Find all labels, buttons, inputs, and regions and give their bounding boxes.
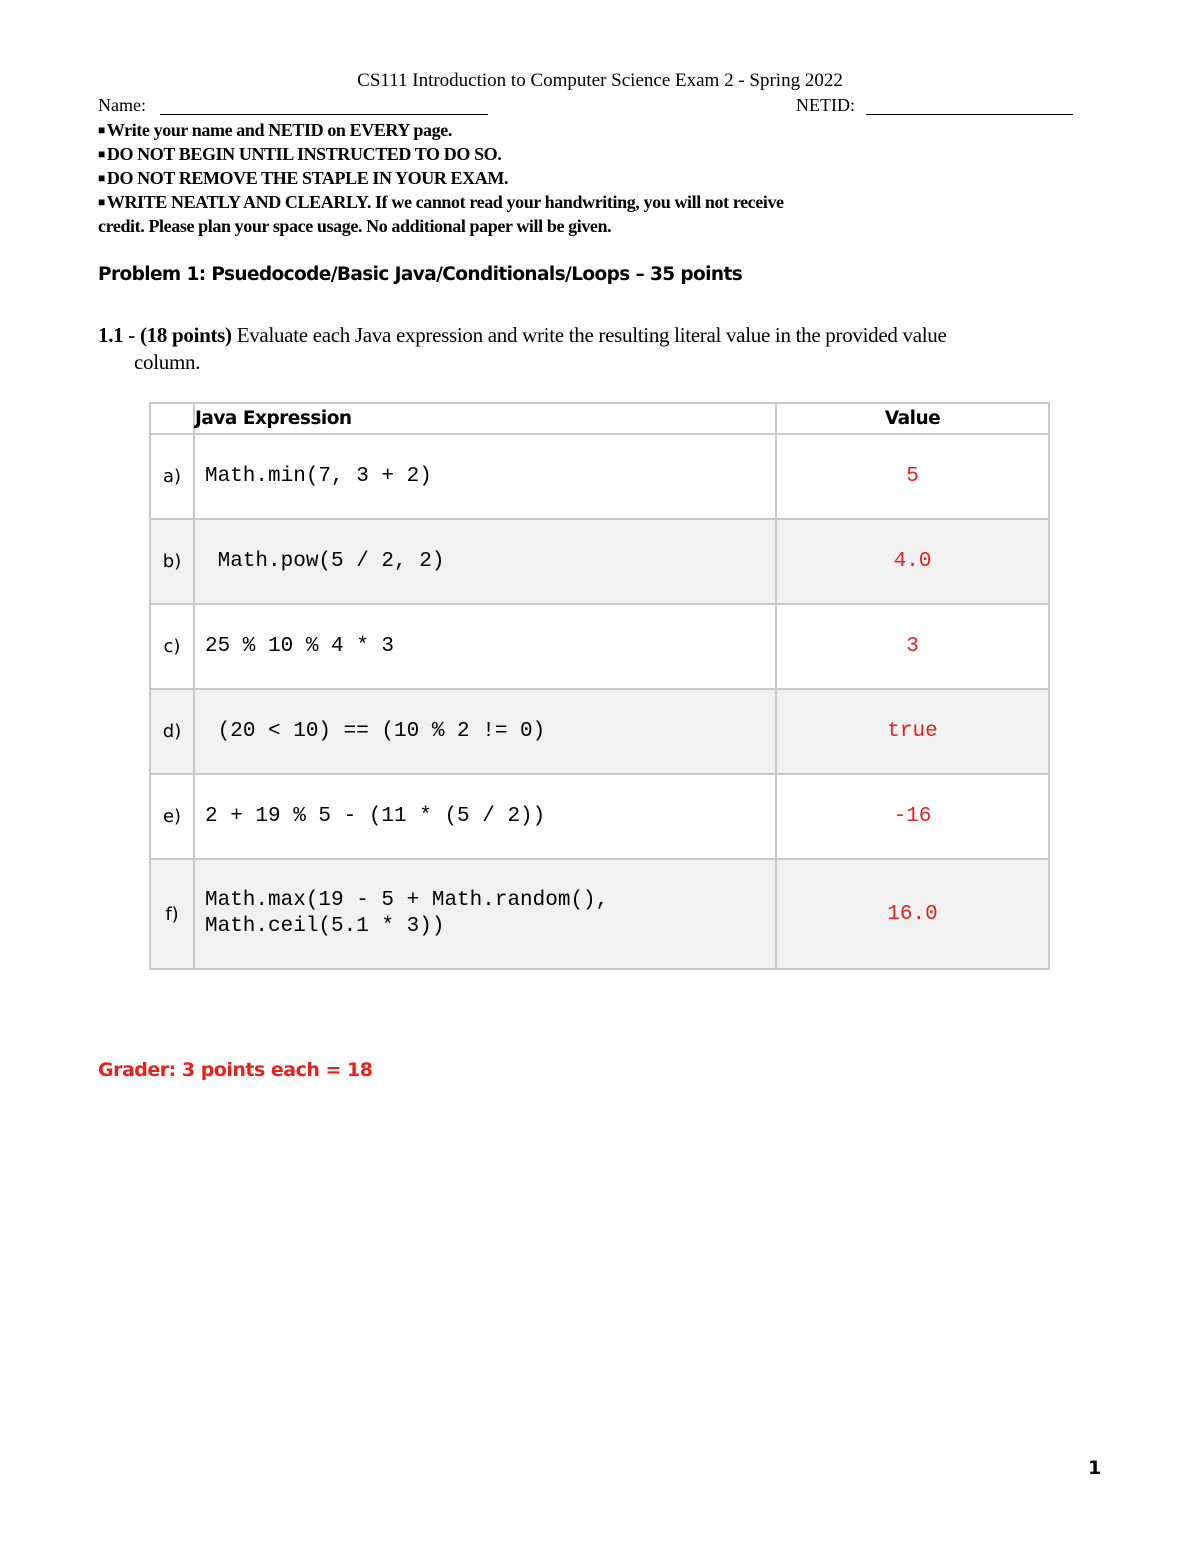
row-label: a) xyxy=(150,434,194,519)
row-expression: 25 % 10 % 4 * 3 xyxy=(194,604,776,689)
name-netid-row xyxy=(98,95,1073,119)
header-label-cell xyxy=(150,403,194,434)
instruction-item-continuation: credit. Please plan your space usage. No additional paper will be given. xyxy=(98,216,612,236)
question-prompt xyxy=(98,322,1098,376)
row-label: b) xyxy=(150,519,194,604)
question-number: 1.1 - (18 points) xyxy=(98,323,232,347)
instruction-item: ■ WRITE NEATLY AND CLEARLY. If we cannot read your handwriting, you will not receive xyxy=(98,192,784,212)
table-row xyxy=(150,859,1049,969)
header-expression: Java Expression xyxy=(194,403,776,434)
name-blank-line[interactable] xyxy=(160,114,488,115)
table-row xyxy=(150,519,1049,604)
row-label: f) xyxy=(150,859,194,969)
table-row xyxy=(150,774,1049,859)
table-header-row xyxy=(150,403,1049,434)
page-number: 1 xyxy=(1088,1457,1102,1479)
row-expression: (20 < 10) == (10 % 2 != 0) xyxy=(194,689,776,774)
row-expression: Math.min(7, 3 + 2) xyxy=(194,434,776,519)
bullet-icon: ■ xyxy=(98,147,105,161)
expression-table xyxy=(149,402,1050,970)
netid-label: NETID: xyxy=(796,95,855,115)
problem-title: Problem 1: Psuedocode/Basic Java/Conditionals/Loops – 35 points xyxy=(98,264,743,285)
row-value[interactable]: 16.0 xyxy=(776,859,1049,969)
row-label: c) xyxy=(150,604,194,689)
question-text: Evaluate each Java expression and write the resulting literal value in the provided value xyxy=(231,323,947,347)
instruction-item: ■ DO NOT REMOVE THE STAPLE IN YOUR EXAM. xyxy=(98,168,509,188)
bullet-icon: ■ xyxy=(98,195,105,209)
row-value[interactable]: 4.0 xyxy=(776,519,1049,604)
instructions-list xyxy=(98,118,918,238)
exam-title: CS111 Introduction to Computer Science Exam 2 - Spring 2022 xyxy=(357,70,843,91)
row-label: d) xyxy=(150,689,194,774)
netid-blank-line[interactable] xyxy=(866,114,1073,115)
instruction-item: ■ DO NOT BEGIN UNTIL INSTRUCTED TO DO SO. xyxy=(98,144,502,164)
row-expression: Math.pow(5 / 2, 2) xyxy=(194,519,776,604)
grader-note: Grader: 3 points each = 18 xyxy=(98,1059,373,1081)
table-row xyxy=(150,434,1049,519)
row-value[interactable]: -16 xyxy=(776,774,1049,859)
row-expression: Math.max(19 - 5 + Math.random(), Math.ceil(5.1 * 3)) xyxy=(194,859,776,969)
table-row xyxy=(150,689,1049,774)
row-label: e) xyxy=(150,774,194,859)
header-value: Value xyxy=(776,403,1049,434)
row-expression: 2 + 19 % 5 - (11 * (5 / 2)) xyxy=(194,774,776,859)
bullet-icon: ■ xyxy=(98,123,105,137)
row-value[interactable]: 5 xyxy=(776,434,1049,519)
row-value[interactable]: true xyxy=(776,689,1049,774)
row-value[interactable]: 3 xyxy=(776,604,1049,689)
question-text-continuation: column. xyxy=(134,350,201,374)
instruction-item: ■ Write your name and NETID on EVERY page. xyxy=(98,120,452,140)
bullet-icon: ■ xyxy=(98,171,105,185)
table-row xyxy=(150,604,1049,689)
name-label: Name: xyxy=(98,95,146,115)
